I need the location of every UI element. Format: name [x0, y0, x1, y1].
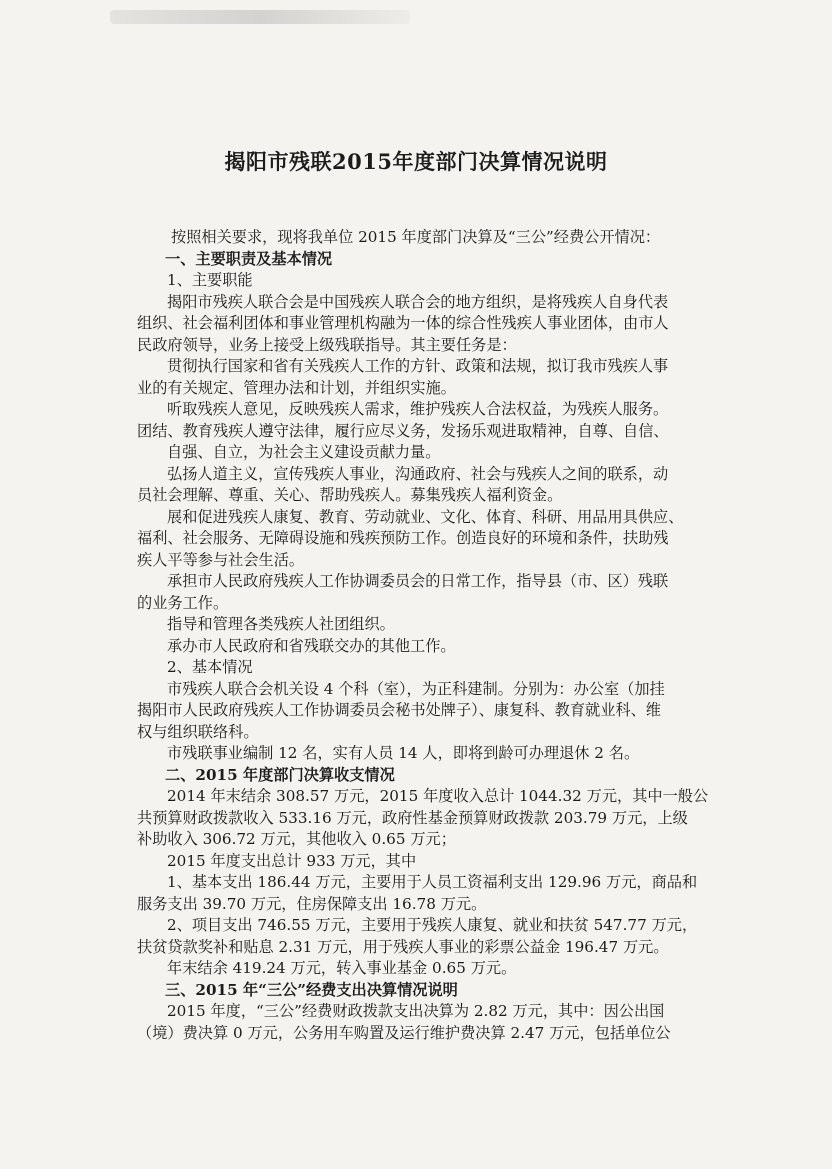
subsection-heading: 2、基本情况: [167, 658, 253, 676]
paragraph-line: 贯彻执行国家和省有关残疾人工作的方针、政策和法规，拟订我市残疾人事: [167, 357, 669, 375]
paragraph-line: 2015 年度，“三公”经费财政拨款支出决算为 2.82 万元，其中：因公出国: [167, 1002, 665, 1020]
page-title: 揭阳市残联2015年度部门决算情况说明: [224, 149, 608, 174]
paragraph-line: 扶贫贷款奖补和贴息 2.31 万元，用于残疾人事业的彩票公益金 196.47 万元。: [137, 937, 669, 956]
paragraph-line: 共预算财政拨款收入 533.16 万元，政府性基金预算财政拨款 203.79 万元，上级: [137, 808, 688, 827]
paragraph-line: 承担市人民政府残疾人工作协调委员会的日常工作，指导县（市、区）残联: [167, 572, 669, 590]
paragraph-line: 服务支出 39.70 万元，住房保障支出 16.78 万元。: [137, 894, 487, 913]
paragraph-line: 揭阳市残疾人联合会是中国残疾人联合会的地方组织，是将残疾人自身代表: [167, 292, 669, 311]
paragraph-line: 2015 年度支出总计 933 万元，其中: [167, 851, 417, 870]
paragraph-line: 指导和管理各类残疾人社团组织。: [167, 615, 395, 633]
section-heading: 二、2015 年度部门决算收支情况: [165, 765, 395, 784]
paragraph-line: 2、项目支出 746.55 万元，主要用于残疾人康复、就业和扶贫 547.77 万元，: [167, 916, 698, 934]
paragraph-line: （境）费决算 0 万元，公务用车购置及运行维护费决算 2.47 万元，包括单位公: [137, 1023, 671, 1042]
paragraph-line: 展和促进残疾人康复、教育、劳动就业、文化、体育、科研、用品用具供应、: [167, 507, 684, 526]
paragraph-line: 民政府领导，业务上接受上级残联指导。其主要任务是：: [137, 335, 517, 354]
paragraph-line: 揭阳市人民政府残疾人工作协调委员会秘书处牌子）、康复科、教育就业科、维: [137, 701, 661, 719]
paragraph-line: 听取残疾人意见，反映残疾人需求，维护残疾人合法权益，为残疾人服务。: [167, 400, 669, 418]
paragraph-line: 业的有关规定、管理办法和计划，并组织实施。: [137, 378, 456, 397]
paragraph-line: 年末结余 419.24 万元，转入事业基金 0.65 万元。: [167, 959, 517, 977]
document-body: [137, 227, 715, 1044]
paragraph-line: 按照相关要求，现将我单位 2015 年度部门决算及“三公”经费公开情况：: [171, 228, 661, 246]
paragraph-line: 员社会理解、尊重、关心、帮助残疾人。募集残疾人福利资金。: [137, 486, 563, 504]
paragraph-line: 补助收入 306.72 万元，其他收入 0.65 万元；: [137, 830, 456, 848]
paragraph-line: 自强、自立，为社会主义建设贡献力量。: [167, 443, 441, 461]
paragraph-line: 市残联事业编制 12 名，实有人员 14 人，即将到龄可办理退休 2 名。: [167, 744, 640, 762]
section-heading: 三、2015 年“三公”经费支出决算情况说明: [165, 980, 458, 999]
paragraph-line: 市残疾人联合会机关设 4 个科（室），为正科建制。分别为：办公室（加挂: [167, 679, 665, 698]
paragraph-line: 1、基本支出 186.44 万元，主要用于人员工资福利支出 129.96 万元，商品和: [167, 873, 698, 891]
paragraph-line: 2014 年末结余 308.57 万元，2015 年度收入总计 1044.32 万元，其中一般公: [167, 787, 709, 805]
paragraph-line: 团结、教育残疾人遵守法律，履行应尽义务，发扬乐观进取精神，自尊、自信、: [137, 421, 669, 440]
paragraph-line: 权与组织联络科。: [137, 722, 259, 741]
paragraph-line: 疾人平等参与社会生活。: [137, 550, 305, 569]
paragraph-line: 弘扬人道主义，宣传残疾人事业，沟通政府、社会与残疾人之间的联系，动: [167, 464, 669, 483]
paragraph-line: 组织、社会福利团体和事业管理机构融为一体的综合性残疾人事业团体，由市人: [137, 314, 669, 332]
section-heading: 一、主要职责及基本情况: [165, 249, 333, 268]
paragraph-line: 的业务工作。: [137, 593, 229, 612]
scan-artifact: [110, 10, 410, 24]
subsection-heading: 1、主要职能: [167, 271, 253, 289]
paragraph-line: 福利、社会服务、无障碍设施和残疾预防工作。创造良好的环境和条件，扶助残: [137, 529, 669, 547]
paragraph-line: 承办市人民政府和省残联交办的其他工作。: [167, 636, 456, 655]
